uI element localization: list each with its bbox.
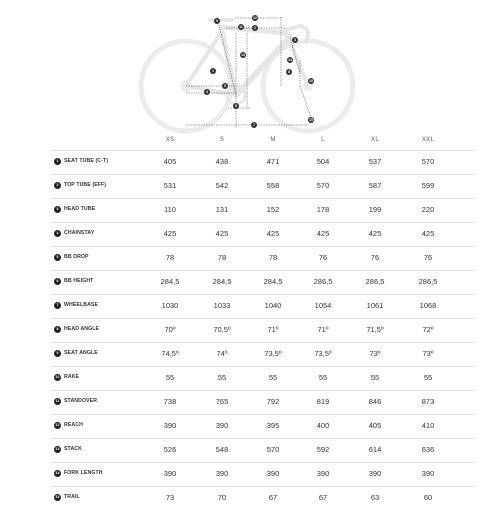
value-cell-s: 74º: [216, 349, 228, 358]
table-row: [50, 294, 475, 318]
svg-text:12: 12: [253, 16, 257, 21]
value-cell-s: 55: [217, 373, 227, 382]
svg-text:10: 10: [309, 79, 313, 84]
value-cell-l: 1054: [314, 301, 332, 310]
value-cell-l: 71º: [317, 325, 329, 334]
row-number-badge: 11: [55, 399, 60, 403]
size-header-s: S: [219, 137, 225, 143]
value-cell-xs: 425: [163, 229, 177, 238]
value-cell-xs: 110: [164, 205, 176, 214]
value-cell-m: 471: [266, 157, 280, 166]
row-label: TOP TUBE (EFF): [64, 182, 107, 188]
measure-lines: [186, 17, 312, 127]
value-cell-xxl: 60: [423, 493, 433, 502]
value-cell-m: 792: [266, 397, 280, 406]
value-cell-s: 542: [215, 181, 229, 190]
svg-text:7: 7: [253, 123, 255, 128]
value-cell-xs: 531: [163, 181, 177, 190]
value-cell-m: 395: [266, 421, 280, 430]
row-label: BB DROP: [64, 254, 89, 260]
row-number-badge: 15: [55, 495, 60, 499]
row-number-badge: 10: [55, 375, 60, 379]
value-cell-m: 73,5º: [264, 349, 282, 358]
value-cell-xs: 74,5º: [161, 349, 179, 358]
table-row: [50, 486, 475, 510]
value-cell-m: 390: [266, 469, 280, 478]
row-label: WHEELBASE: [64, 302, 99, 308]
value-cell-xl: 199: [368, 205, 382, 214]
svg-text:13: 13: [241, 53, 245, 58]
svg-text:8: 8: [288, 70, 290, 75]
value-cell-m: 425: [266, 229, 280, 238]
value-cell-s: 765: [215, 397, 229, 406]
value-cell-xs: 405: [163, 157, 177, 166]
table-row: [50, 342, 475, 366]
value-cell-xxl: 599: [421, 181, 435, 190]
row-number-badge: 6: [54, 278, 61, 285]
table-row: [50, 414, 475, 438]
value-cell-xxl: 286,5: [418, 277, 438, 286]
value-cell-m: 284,5: [263, 277, 283, 286]
table-row: [50, 318, 475, 342]
table-row: [50, 150, 475, 174]
row-label: STANDOVER: [64, 398, 98, 404]
value-cell-l: 592: [316, 445, 330, 454]
value-cell-m: 570: [266, 445, 280, 454]
svg-text:3: 3: [294, 38, 296, 43]
value-cell-xxl: 570: [421, 157, 435, 166]
value-cell-xxl: 72º: [422, 325, 434, 334]
svg-text:9: 9: [216, 19, 218, 24]
value-cell-l: 570: [316, 181, 330, 190]
value-cell-xxl: 873: [421, 397, 435, 406]
size-header-l: L: [321, 137, 325, 143]
row-label: TRAIL: [64, 494, 80, 500]
row-number-badge: 1: [54, 158, 61, 165]
row-label: RAKE: [64, 374, 80, 380]
table-row: [50, 174, 475, 198]
value-cell-xl: 390: [368, 469, 382, 478]
value-cell-s: 284,5: [212, 277, 232, 286]
value-cell-xxl: 636: [421, 445, 435, 454]
value-cell-xxl: 1068: [419, 301, 437, 310]
value-cell-m: 1040: [264, 301, 282, 310]
svg-text:11: 11: [239, 25, 243, 30]
value-cell-xl: 587: [368, 181, 382, 190]
value-cell-s: 390: [215, 421, 229, 430]
value-cell-m: 55: [268, 373, 278, 382]
row-label: CHAINSTAY: [64, 230, 95, 236]
value-cell-xl: 425: [368, 229, 382, 238]
size-header-m: M: [270, 137, 276, 143]
row-label: REACH: [64, 422, 83, 428]
value-cell-l: 73,5º: [314, 349, 332, 358]
value-cell-s: 438: [215, 157, 229, 166]
row-number-badge: 14: [55, 471, 60, 475]
value-cell-s: 548: [215, 445, 229, 454]
value-cell-l: 286,5: [313, 277, 333, 286]
value-cell-s: 390: [215, 469, 229, 478]
value-cell-m: 71º: [267, 325, 279, 334]
size-header-xs: XS: [165, 137, 175, 143]
value-cell-l: 390: [316, 469, 330, 478]
svg-text:2: 2: [254, 26, 256, 31]
value-cell-l: 76: [318, 253, 328, 262]
value-cell-xs: 390: [163, 469, 177, 478]
value-cell-xl: 73º: [369, 349, 381, 358]
row-number-badge: 9: [54, 350, 61, 357]
value-cell-xl: 63: [370, 493, 380, 502]
value-cell-xs: 73: [165, 493, 175, 502]
value-cell-l: 425: [316, 229, 330, 238]
value-cell-xxl: 410: [421, 421, 435, 430]
table-row: [50, 270, 475, 294]
value-cell-xs: 1030: [161, 301, 179, 310]
value-cell-xl: 537: [368, 157, 382, 166]
value-cell-m: 67: [268, 493, 278, 502]
svg-text:6: 6: [235, 104, 237, 109]
row-label: BB HEIGHT: [64, 278, 94, 284]
value-cell-xl: 614: [368, 445, 382, 454]
value-cell-m: 152: [266, 205, 280, 214]
value-cell-m: 78: [268, 253, 278, 262]
value-cell-xxl: 55: [423, 373, 433, 382]
size-header-xl: XL: [371, 137, 379, 143]
value-cell-xxl: 425: [421, 229, 435, 238]
value-cell-s: 78: [217, 253, 227, 262]
value-cell-xl: 846: [368, 397, 382, 406]
svg-text:14: 14: [288, 58, 292, 63]
value-cell-xl: 55: [370, 373, 380, 382]
value-cell-xs: 284,5: [160, 277, 180, 286]
size-header-xxl: XXL: [421, 137, 435, 143]
value-cell-xs: 390: [163, 421, 177, 430]
value-cell-xl: 76: [370, 253, 380, 262]
bike-geometry-diagram: [0, 0, 500, 135]
value-cell-l: 178: [316, 205, 330, 214]
value-cell-s: 1033: [213, 301, 231, 310]
value-cell-xs: 70º: [164, 325, 176, 334]
value-cell-l: 67: [318, 493, 328, 502]
value-cell-xxl: 390: [421, 469, 435, 478]
table-row: [50, 222, 475, 246]
row-label: HEAD ANGLE: [64, 326, 100, 332]
size-header-row: [0, 135, 500, 149]
value-cell-l: 504: [316, 157, 330, 166]
row-label: STACK: [64, 446, 82, 452]
svg-text:1: 1: [212, 69, 214, 74]
value-cell-xs: 738: [163, 397, 177, 406]
value-cell-xs: 78: [165, 253, 175, 262]
value-cell-l: 55: [318, 373, 328, 382]
value-cell-m: 558: [266, 181, 280, 190]
svg-text:15: 15: [309, 118, 313, 123]
value-cell-xxl: 76: [423, 253, 433, 262]
value-cell-s: 70: [217, 493, 227, 502]
row-label: SEAT TUBE (C-T): [64, 158, 109, 164]
value-cell-l: 819: [316, 397, 330, 406]
row-number-badge: 13: [55, 447, 60, 451]
table-row: [50, 438, 475, 462]
value-cell-xl: 405: [368, 421, 382, 430]
row-number-badge: 4: [54, 230, 61, 237]
row-label: FORK LENGTH: [64, 470, 103, 476]
svg-text:4: 4: [206, 90, 208, 95]
value-cell-l: 400: [316, 421, 330, 430]
row-number-badge: 7: [54, 302, 61, 309]
value-cell-xl: 1061: [366, 301, 384, 310]
value-cell-s: 70,5º: [213, 325, 231, 334]
value-cell-xl: 286,5: [365, 277, 385, 286]
row-label: HEAD TUBE: [64, 206, 96, 212]
value-cell-xxl: 73º: [422, 349, 434, 358]
row-label: SEAT ANGLE: [64, 350, 98, 356]
table-row: [50, 246, 475, 270]
value-cell-xs: 526: [163, 445, 177, 454]
row-number-badge: 8: [54, 326, 61, 333]
row-number-badge: 12: [55, 423, 60, 427]
value-cell-s: 425: [215, 229, 229, 238]
row-number-badge: 5: [54, 254, 61, 261]
row-number-badge: 3: [54, 206, 61, 213]
value-cell-xs: 55: [165, 373, 175, 382]
value-cell-s: 131: [215, 205, 229, 214]
table-row: [50, 198, 475, 222]
svg-text:5: 5: [224, 84, 226, 89]
row-number-badge: 2: [54, 182, 61, 189]
table-row: [50, 462, 475, 486]
table-row: [50, 390, 475, 414]
table-row: [50, 366, 475, 390]
value-cell-xl: 71,5º: [366, 325, 384, 334]
value-cell-xxl: 220: [421, 205, 435, 214]
